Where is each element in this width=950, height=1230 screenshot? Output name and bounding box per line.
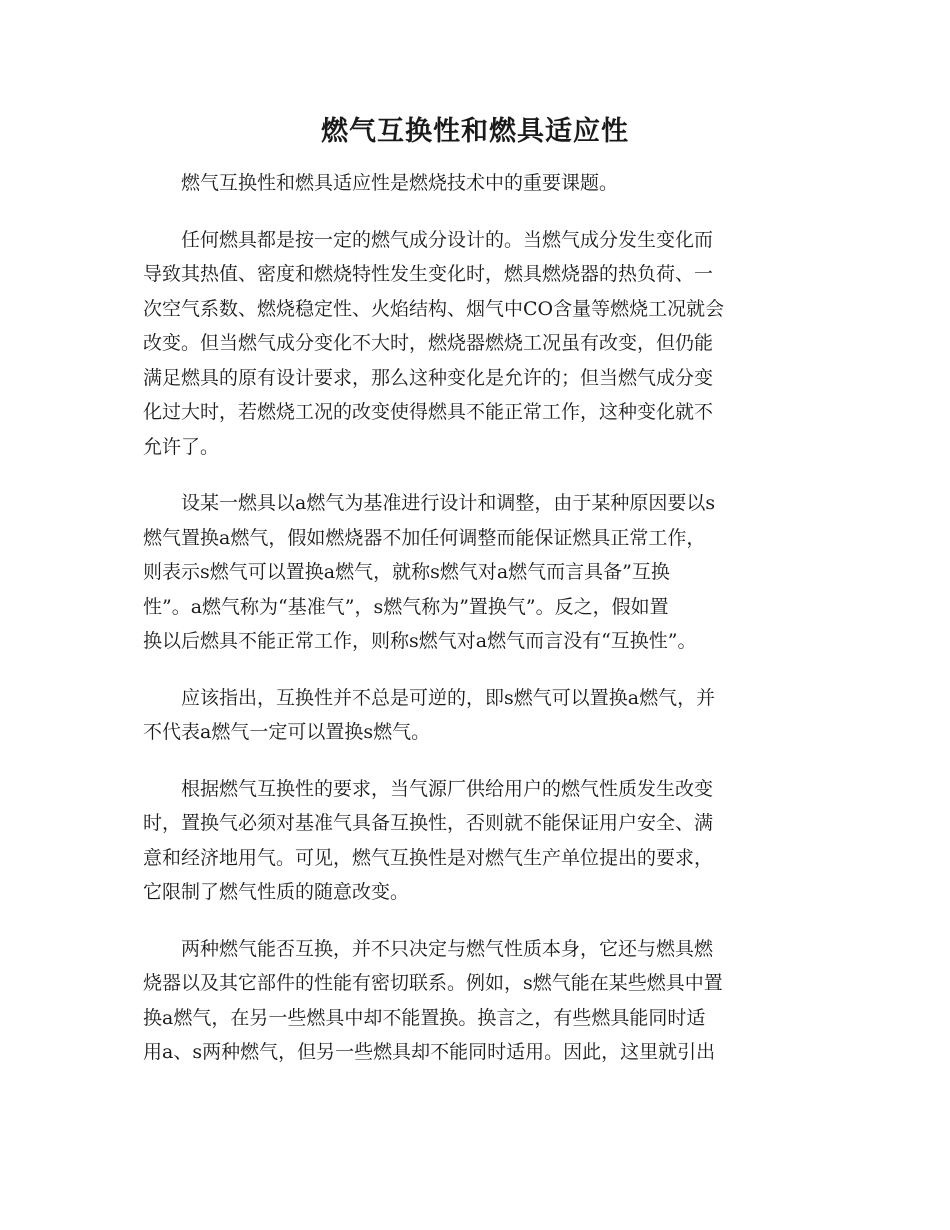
- paragraph-line: 燃气互换性和燃具适应性是燃烧技术中的重要课题。: [181, 172, 619, 194]
- paragraph-line: 改变。但当燃气成分变化不大时，燃烧器燃烧工况虽有改变，但仍能: [143, 332, 714, 354]
- paragraph-line: 烧器以及其它部件的性能有密切联系。例如，s燃气能在某些燃具中置: [143, 972, 723, 994]
- paragraph-line: 则表示s燃气可以置换a燃气，就称s燃气对a燃气而言具备”互换: [143, 561, 670, 583]
- paragraph-line: 次空气系数、燃烧稳定性、火焰结构、烟气中CO含量等燃烧工况就会: [143, 297, 725, 320]
- paragraph-line: 换a燃气，在另一些燃具中却不能置换。换言之，有些燃具能同时适: [143, 1006, 706, 1029]
- document-body: [143, 166, 811, 1092]
- paragraph-line: 它限制了燃气性质的随意改变。: [143, 881, 410, 903]
- paragraph-line: 满足燃具的原有设计要求，那么这种变化是允许的；但当燃气成分变: [143, 366, 714, 389]
- paragraph-line: 任何燃具都是按一定的燃气成分设计的。当燃气成分发生变化而: [181, 228, 714, 251]
- paragraph-line: 允许了。: [143, 435, 220, 458]
- paragraph-line: 用a、s两种燃气，但另一些燃具却不能同时适用。因此，这里就引出: [143, 1041, 716, 1063]
- paragraph-line: 根据燃气互换性的要求，当气源厂供给用户的燃气性质发生改变: [181, 777, 714, 800]
- paragraph-line: 不代表a燃气一定可以置换s燃气。: [143, 721, 431, 743]
- paragraph-line: 化过大时，若燃烧工况的改变使得燃具不能正常工作，这种变化就不: [143, 401, 714, 423]
- paragraph-2: [143, 223, 811, 465]
- paragraph-line: 意和经济地用气。可见，燃气互换性是对燃气生产单位提出的要求，: [143, 846, 714, 869]
- paragraph-line: 应该指出，互换性并不总是可逆的，即s燃气可以置换a燃气，并: [181, 686, 716, 709]
- paragraph-line: 两种燃气能否互换，并不只决定与燃气性质本身，它还与燃具燃: [181, 937, 714, 960]
- paragraph-line: 设某一燃具以a燃气为基准进行设计和调整，由于某种原因要以s: [181, 492, 716, 514]
- paragraph-3: [143, 486, 811, 659]
- paragraph-line: 导致其热值、密度和燃烧特性发生变化时，燃具燃烧器的热负荷、一: [143, 263, 714, 285]
- paragraph-4: [143, 681, 811, 750]
- paragraph-line: 换以后燃具不能正常工作，则称s燃气对a燃气而言没有“互换性”。: [143, 630, 697, 652]
- paragraph-1: [143, 166, 811, 201]
- paragraph-5: [143, 772, 811, 910]
- paragraph-6: [143, 932, 811, 1070]
- document-title: 燃气互换性和燃具适应性: [321, 116, 629, 147]
- paragraph-line: 时，置换气必须对基准气具备互换性，否则就不能保证用户安全、满: [143, 812, 714, 834]
- paragraph-line: 燃气置换a燃气，假如燃烧器不加任何调整而能保证燃具正常工作，: [143, 526, 706, 549]
- paragraph-line: 性”。a燃气称为“基准气”，s燃气称为”置换气”。反之，假如置: [143, 595, 669, 618]
